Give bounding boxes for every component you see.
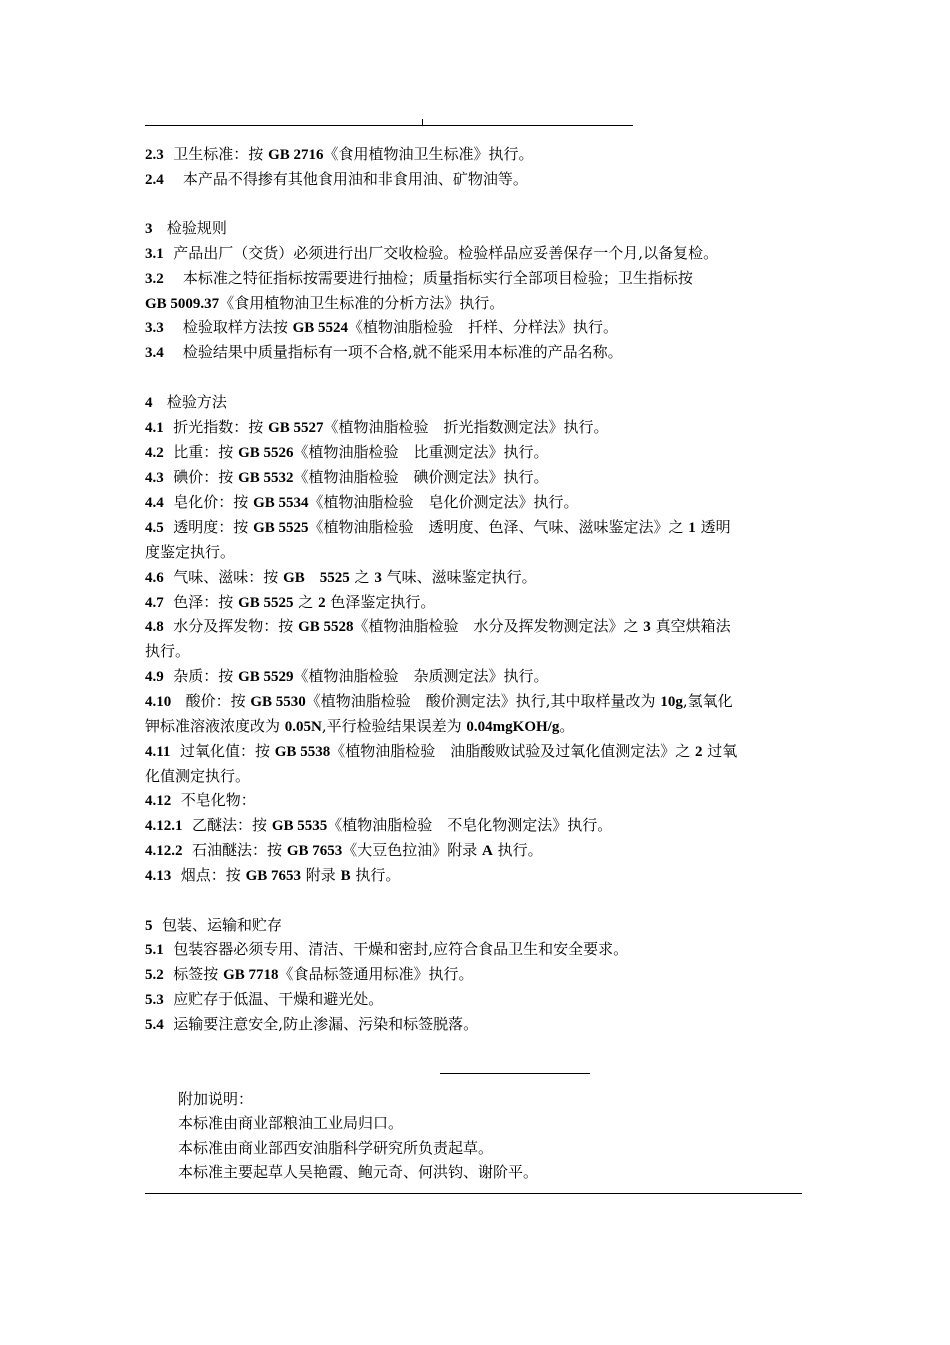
clause-4-12-2 [145, 840, 543, 861]
clause-text: 透明 [695, 518, 731, 536]
clause-number: 4.13 [145, 868, 172, 884]
clause-text: 《食用植物油卫生标准的分析方法》执行。 [219, 294, 505, 312]
bottom-rule [145, 1193, 802, 1194]
clause-3-1 [145, 243, 718, 264]
clause-text: 《植物油脂检验 油脂酸败试验及过氧化值测定法》之 [330, 742, 695, 760]
clause-text: 《植物油脂检验 水分及挥发物测定法》之 [353, 617, 644, 635]
clause-number: 3.2 [145, 271, 164, 287]
clause-text: 本标准之特征指标按需要进行抽检；质量指标实行全部项目检验；卫生指标按 [182, 269, 693, 287]
clause-text: 过氧化值：按 [179, 742, 275, 760]
clause-text: 比重：按 [173, 443, 239, 461]
clause-4-7 [145, 592, 435, 613]
clause-text: 包装容器必须专用、清洁、干燥和密封,应符合食品卫生和安全要求。 [173, 940, 629, 958]
clause-5-2 [145, 964, 474, 985]
concentration: 0.05N [284, 719, 322, 735]
clause-number: 4.12 [145, 793, 172, 809]
section-4-heading [145, 392, 227, 413]
clause-text: 《食用植物油卫生标准》执行。 [323, 145, 534, 163]
section-3-heading [145, 218, 227, 239]
standard-code: GB 7718 [223, 967, 279, 983]
clause-text: 化值测定执行。 [145, 767, 251, 785]
section-title: 检验方法 [166, 393, 227, 411]
clause-4-8-cont [145, 641, 190, 661]
clause-number: 4.5 [145, 520, 164, 536]
appendix-ref: A [482, 843, 493, 859]
clause-text: 应贮存于低温、干燥和避光处。 [173, 990, 384, 1008]
section-title: 包装、运输和贮存 [162, 916, 283, 934]
clause-3-2 [145, 268, 693, 289]
clause-text: 碘价：按 [173, 468, 239, 486]
clause-4-9 [145, 666, 549, 687]
clause-text: 色泽：按 [173, 593, 239, 611]
appendix-ref: B [340, 868, 351, 884]
subclause-ref: 2 [694, 744, 703, 760]
standard-code: GB 5525 [283, 570, 350, 586]
clause-5-3 [145, 989, 383, 1010]
clause-number: 4.7 [145, 595, 164, 611]
clause-5-4 [145, 1014, 478, 1035]
clause-number: 4.4 [145, 495, 164, 511]
standard-code: GB 5528 [298, 619, 354, 635]
sample-amount: 10g [660, 694, 683, 710]
top-rule-tick [422, 119, 423, 125]
clause-text: 检验结果中质量指标有一项不合格,就不能采用本标准的产品名称。 [182, 343, 623, 361]
standard-code: GB 5534 [253, 495, 309, 511]
clause-number: 4.2 [145, 445, 164, 461]
clause-text: 卫生标准：按 [173, 145, 269, 163]
clause-text: 。 [559, 717, 575, 735]
clause-4-5-cont [145, 542, 235, 562]
clause-text: 执行。 [145, 642, 191, 660]
clause-text: 之 [293, 593, 319, 611]
clause-text: 《植物油脂检验 折光指数测定法》执行。 [323, 418, 609, 436]
clause-number: 4.9 [145, 669, 164, 685]
clause-text: ,氢氧化 [682, 692, 733, 710]
subclause-ref: 2 [318, 595, 326, 611]
clause-text: 运输要注意安全,防止渗漏、污染和标签脱落。 [173, 1015, 479, 1033]
clause-number: 4.8 [145, 619, 164, 635]
clause-text: 附录 [301, 866, 341, 884]
subclause-ref: 3 [374, 570, 382, 586]
standard-code: GB 2716 [268, 147, 324, 163]
clause-text: 乙醚法：按 [192, 816, 272, 834]
clause-number: 4.6 [145, 570, 164, 586]
clause-text: 水分及挥发物：按 [173, 617, 299, 635]
notes-title: 附加说明： [178, 1090, 254, 1108]
clause-text: 气味、滋味鉴定执行。 [381, 568, 537, 586]
standard-code: GB 7653 [245, 868, 302, 884]
clause-4-12-1 [145, 815, 612, 836]
clause-text: 真空烘箱法 [650, 617, 731, 635]
standard-code: GB 5535 [271, 818, 328, 834]
clause-number: 4.1 [145, 420, 164, 436]
clause-text: 过氧 [702, 742, 738, 760]
clause-4-8 [145, 616, 731, 637]
clause-number: 4.12.1 [145, 818, 183, 834]
clause-text: 烟点：按 [180, 866, 246, 884]
standard-code: GB 5525 [238, 595, 294, 611]
standard-code: GB 5529 [238, 669, 294, 685]
clause-text: 度鉴定执行。 [145, 543, 236, 561]
clause-2-4 [145, 169, 528, 190]
clause-4-2 [145, 442, 549, 463]
section-5-heading [145, 915, 282, 936]
clause-text: 气味、滋味：按 [173, 568, 284, 586]
clause-text: 石油醚法：按 [192, 841, 287, 859]
standard-code: GB 5532 [238, 470, 294, 486]
clause-number: 4.11 [145, 744, 171, 760]
section-number: 5 [145, 918, 153, 934]
standard-code: GB 5526 [238, 445, 294, 461]
clause-text: ,平行检验结果误差为 [321, 717, 467, 735]
notes-line-3: 本标准主要起草人吴艳霞、鲍元奇、何洪钧、谢阶平。 [178, 1163, 539, 1181]
clause-number: 2.4 [145, 172, 164, 188]
clause-text: 之 [349, 568, 375, 586]
clause-2-3 [145, 144, 534, 165]
clause-4-12 [145, 790, 256, 811]
clause-4-10 [145, 691, 733, 712]
clause-text: 色泽鉴定执行。 [325, 593, 436, 611]
clause-number: 4.10 [145, 694, 172, 710]
clause-text: 折光指数：按 [173, 418, 269, 436]
clause-text: 不皂化物： [180, 791, 256, 809]
section-title: 检验规则 [166, 219, 227, 237]
clause-text: 杂质：按 [173, 667, 239, 685]
clause-number: 2.3 [145, 147, 164, 163]
clause-text: 皂化价：按 [173, 493, 254, 511]
clause-number: 5.2 [145, 967, 164, 983]
clause-4-6 [145, 567, 537, 588]
clause-3-2-cont [145, 293, 504, 314]
section-number: 3 [145, 221, 153, 237]
clause-text: 《植物油脂检验 皂化价测定法》执行。 [308, 493, 579, 511]
clause-4-1 [145, 417, 609, 438]
standard-code: GB 7653 [286, 843, 343, 859]
clause-text: 钾标准溶液浓度改为 [145, 717, 285, 735]
clause-text: 本产品不得掺有其他食用油和非食用油、矿物油等。 [182, 170, 528, 188]
clause-4-10-cont [145, 716, 574, 737]
clause-4-11-cont [145, 766, 250, 786]
clause-text: 《食品标签通用标准》执行。 [278, 965, 474, 983]
section-number: 4 [145, 395, 153, 411]
clause-text: 《大豆色拉油》附录 [342, 841, 483, 859]
standard-code: GB 5009.37 [145, 296, 220, 312]
clause-text: 《植物油脂检验 酸价测定法》执行,其中取样量改为 [305, 692, 661, 710]
notes-line-1: 本标准由商业部粮油工业局归口。 [178, 1114, 404, 1132]
clause-number: 4.3 [145, 470, 164, 486]
clause-text: 《植物油脂检验 扦样、分样法》执行。 [348, 318, 619, 336]
clause-4-3 [145, 467, 549, 488]
standard-code: GB 5525 [253, 520, 309, 536]
clause-text: 标签按 [173, 965, 224, 983]
clause-4-11 [145, 741, 737, 762]
clause-4-13 [145, 865, 400, 886]
clause-number: 5.4 [145, 1017, 164, 1033]
clause-text: 《植物油脂检验 比重测定法》执行。 [293, 443, 549, 461]
clause-text: 检验取样方法按 [182, 318, 293, 336]
clause-3-3 [145, 317, 618, 338]
standard-code: GB 5538 [274, 744, 331, 760]
clause-text: 执行。 [492, 841, 543, 859]
clause-4-5 [145, 517, 731, 538]
clause-number: 5.3 [145, 992, 164, 1008]
standard-code: GB 5527 [268, 420, 324, 436]
clause-number: 5.1 [145, 942, 164, 958]
top-rule [145, 125, 633, 126]
clause-number: 3.1 [145, 246, 164, 262]
clause-4-4 [145, 492, 579, 513]
clause-number: 3.4 [145, 345, 164, 361]
error-tolerance: 0.04mgKOH/g [466, 719, 560, 735]
clause-text: 酸价：按 [185, 692, 251, 710]
clause-text: 《植物油脂检验 透明度、色泽、气味、滋味鉴定法》之 [308, 518, 689, 536]
subclause-ref: 3 [643, 619, 651, 635]
standard-code: GB 5530 [250, 694, 306, 710]
clause-text: 《植物油脂检验 不皂化物测定法》执行。 [327, 816, 613, 834]
notes-line-2: 本标准由商业部西安油脂科学研究所负责起草。 [178, 1139, 494, 1157]
clause-text: 《植物油脂检验 碘价测定法》执行。 [293, 468, 549, 486]
standard-code: GB 5524 [292, 320, 349, 336]
clause-number: 4.12.2 [145, 843, 183, 859]
clause-5-1 [145, 939, 628, 960]
clause-number: 3.3 [145, 320, 164, 336]
clause-text: 执行。 [350, 866, 401, 884]
subclause-ref: 1 [688, 520, 696, 536]
end-rule [440, 1073, 590, 1074]
clause-text: 《植物油脂检验 杂质测定法》执行。 [293, 667, 549, 685]
clause-3-4 [145, 342, 623, 363]
clause-text: 产品出厂（交货）必须进行出厂交收检验。检验样品应妥善保存一个月,以备复检。 [173, 244, 719, 262]
clause-text: 透明度：按 [173, 518, 254, 536]
